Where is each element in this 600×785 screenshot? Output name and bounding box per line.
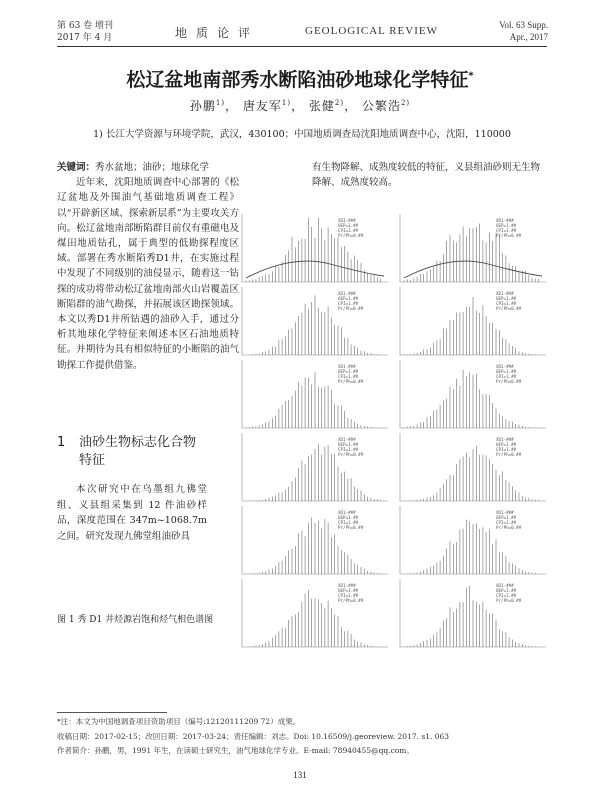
panel-label-line: XD1-### [338, 583, 356, 588]
header-journal-en: GEOLOGICAL REVIEW [305, 25, 438, 37]
chromatogram-panel [398, 285, 548, 357]
chromatogram-panel [240, 358, 390, 430]
section-title-line2: 特征 [79, 453, 106, 468]
footnote-author: 作者简介：孙鹏，男，1991 年生，在读硕士研究生，油气地球化学专业。E-mail: 78940455@qq.com。 [57, 746, 414, 755]
author-name: 孙鹏 [189, 99, 216, 113]
panel-label-line: OEP=1.## [496, 223, 517, 228]
article-title-text: 松辽盆地南部秀水断陷油砂地球化学特征 [126, 69, 469, 91]
panel-label-line: XD1-### [338, 364, 356, 369]
panel-label-line: Pr/Ph=0.## [496, 306, 522, 311]
panel-label-line: OEP=1.## [338, 369, 359, 374]
section-paragraph: 本次研究中在乌墨组九佛堂组、义县组采集到 12 件油砂样品，深度范围在 347m~1068.7m 之间。研究发现九佛堂组油砂具 [57, 484, 207, 542]
panel-label-line: CPI=1.## [338, 593, 359, 598]
continued-paragraph: 有生物降解、成熟度较低的特征，义县组油砂则无生物降解、成熟度较高。 [312, 162, 541, 189]
panel-label [338, 437, 363, 457]
panel-label-line: Pr/Ph=0.## [496, 233, 522, 238]
chromatogram-trace [398, 212, 548, 284]
header-rule [57, 46, 547, 47]
panel-label-line: XD1-### [338, 510, 356, 515]
panel-label-line: OEP=1.## [496, 588, 517, 593]
panel-label [496, 291, 521, 311]
chromatogram-trace [240, 212, 390, 284]
chromatogram-trace [398, 577, 548, 649]
footnote-fund: *注：本文为中国地调查项目资助项目（编号:12120111209 72）成果。 [57, 717, 301, 726]
panel-label-line: Pr/Ph=0.## [496, 525, 522, 530]
chromatogram-panel [398, 577, 548, 649]
panel-label [496, 583, 521, 603]
affiliation: 1) 长江大学资源与环境学院，武汉，430100；中国地质调查局沈阳地质调查中心，沈阳，110000 [93, 129, 511, 140]
panel-label-line: Pr/Ph=0.## [496, 379, 522, 384]
panel-label [496, 218, 521, 238]
header-volume-en [488, 19, 548, 43]
panel-label-line: Pr/Ph=0.## [338, 598, 364, 603]
panel-label-line: CPI=1.## [496, 228, 517, 233]
header-journal-cn: 地质论评 [175, 26, 260, 40]
panel-label-line: XD1-### [338, 218, 356, 223]
author-list: 孙鹏$^{1)}$， 唐友军$^{1)}$， 张健$^{2)}$， 公繁浩$^{2)}$ [189, 99, 411, 113]
chromatogram-trace [240, 285, 390, 357]
intro-paragraph: 近年来，沈阳地质调查中心部署的《松辽盆地及外围油气基础地质调查工程》以“开辟新区域、探索新层系”为主要攻关方向。松辽盆地南部断陷群目前仅有重磁电及煤田地质钻孔，属于典型的低勘探程度区域。部署在秀水断陷秀D1井，在实施过程中发现了不同级别的油侵显示，随着这一钻探的成功将带动松辽盆地南部火山岩覆盖区断陷群的油气勘探，并拓展该区勘探领域。本文以秀D1井所钻遇的油砂入手，通过分析其地球化学特征来阐述本区石油地质特征。并期待为具有相似特征的小断陷的油气勘探工作提供借鉴。 [57, 177, 239, 371]
panel-label-line: OEP=1.## [338, 515, 359, 520]
header-date-cn: 2017 年 4 月 [57, 33, 113, 43]
panel-label-line: XD1-### [496, 510, 514, 515]
panel-label [496, 510, 521, 530]
panel-label-line: CPI=1.## [338, 447, 359, 452]
chromatogram-figure [240, 212, 548, 652]
section-title-line1: 油砂生物标志化合物 [79, 435, 197, 450]
header-date-en: Apr., 2017 [509, 32, 548, 42]
chromatogram-panel [398, 431, 548, 503]
panel-label-line: OEP=1.## [338, 588, 359, 593]
chromatogram-trace [398, 504, 548, 576]
panel-label-line: XD1-### [496, 583, 514, 588]
panel-label-line: XD1-### [496, 218, 514, 223]
chromatogram-panel [240, 285, 390, 357]
right-column-text [312, 160, 548, 190]
panel-label-line: OEP=1.## [338, 223, 359, 228]
chromatogram-panel [398, 504, 548, 576]
title-footnote-mark: * [468, 70, 474, 82]
panel-label-line: CPI=1.## [338, 301, 359, 306]
chromatogram-panel [398, 212, 548, 284]
panel-label-line: Pr/Ph=0.## [338, 233, 364, 238]
article-title [0, 65, 600, 92]
chromatogram-trace [398, 431, 548, 503]
panel-label [496, 437, 521, 457]
panel-label-line: CPI=1.## [496, 593, 517, 598]
figure-caption: 图 1 秀 D1 井烃源岩饱和烃气相色谱图 [57, 615, 214, 625]
panel-label-line: OEP=1.## [496, 296, 517, 301]
author-name: 公繁浩 [361, 99, 401, 113]
author-affiliation-mark: 1) [215, 99, 226, 107]
keywords-label: 关键词： [57, 162, 96, 173]
panel-label-line: OEP=1.## [496, 369, 517, 374]
author-name: 唐友军 [242, 99, 282, 113]
panel-label-line: XD1-### [496, 437, 514, 442]
panel-label-line: XD1-### [338, 291, 356, 296]
panel-label-line: CPI=1.## [338, 520, 359, 525]
header-vol-issue: 第 63 卷 增刊 [57, 21, 114, 31]
panel-label-line: Pr/Ph=0.## [338, 379, 364, 384]
section-heading [57, 434, 239, 470]
chromatogram-trace [240, 577, 390, 649]
chromatogram-trace [240, 504, 390, 576]
author-affiliation-mark: 2) [334, 99, 345, 107]
author-affiliation-mark: 1) [281, 99, 292, 107]
chromatogram-panel [240, 504, 390, 576]
panel-label [338, 583, 363, 603]
keywords-text: 秀水盆地；油砂；地球化学 [95, 162, 210, 173]
panel-label-line: Pr/Ph=0.## [496, 452, 522, 457]
panel-label-line: CPI=1.## [496, 520, 517, 525]
panel-label-line: CPI=1.## [338, 228, 359, 233]
panel-label-line: CPI=1.## [338, 374, 359, 379]
footnote-dates: 收稿日期：2017-02-15；改回日期：2017-03-24；责任编辑：刘志。Doi: 10.16509/j.georeview. 2017. s1. 063 [57, 732, 450, 741]
panel-label-line: CPI=1.## [496, 447, 517, 452]
chromatogram-panel [240, 212, 390, 284]
panel-label-line: XD1-### [496, 291, 514, 296]
author-name: 张健 [308, 99, 335, 113]
keywords [57, 160, 239, 175]
footnote-rule [57, 712, 167, 713]
header-vol-en: Vol. 63 Supp. [499, 20, 548, 30]
panel-label-line: Pr/Ph=0.## [496, 598, 522, 603]
panel-label [338, 291, 363, 311]
chromatogram-trace [240, 358, 390, 430]
panel-label [496, 364, 521, 384]
left-column [57, 160, 239, 373]
header-volume [57, 20, 113, 44]
panel-label-line: Pr/Ph=0.## [338, 452, 364, 457]
panel-label-line: CPI=1.## [496, 374, 517, 379]
panel-label-line: XD1-### [338, 437, 356, 442]
panel-label-line: Pr/Ph=0.## [338, 306, 364, 311]
chromatogram-trace [398, 358, 548, 430]
chromatogram-trace [240, 431, 390, 503]
chromatogram-panel [240, 577, 390, 649]
panel-label-line: OEP=1.## [496, 515, 517, 520]
panel-label-line: Pr/Ph=0.## [338, 525, 364, 530]
panel-label [338, 218, 363, 238]
section-body [57, 482, 207, 544]
panel-label-line: OEP=1.## [496, 442, 517, 447]
panel-label [338, 364, 363, 384]
chromatogram-panel [240, 431, 390, 503]
chromatogram-trace [398, 285, 548, 357]
panel-label [338, 510, 363, 530]
panel-label-line: OEP=1.## [338, 442, 359, 447]
section-number: 1 [57, 435, 66, 450]
panel-label-line: CPI=1.## [496, 301, 517, 306]
panel-label-line: OEP=1.## [338, 296, 359, 301]
page-number: 131 [293, 770, 307, 780]
panel-label-line: XD1-### [496, 364, 514, 369]
author-affiliation-mark: 2) [400, 99, 411, 107]
chromatogram-panel [398, 358, 548, 430]
